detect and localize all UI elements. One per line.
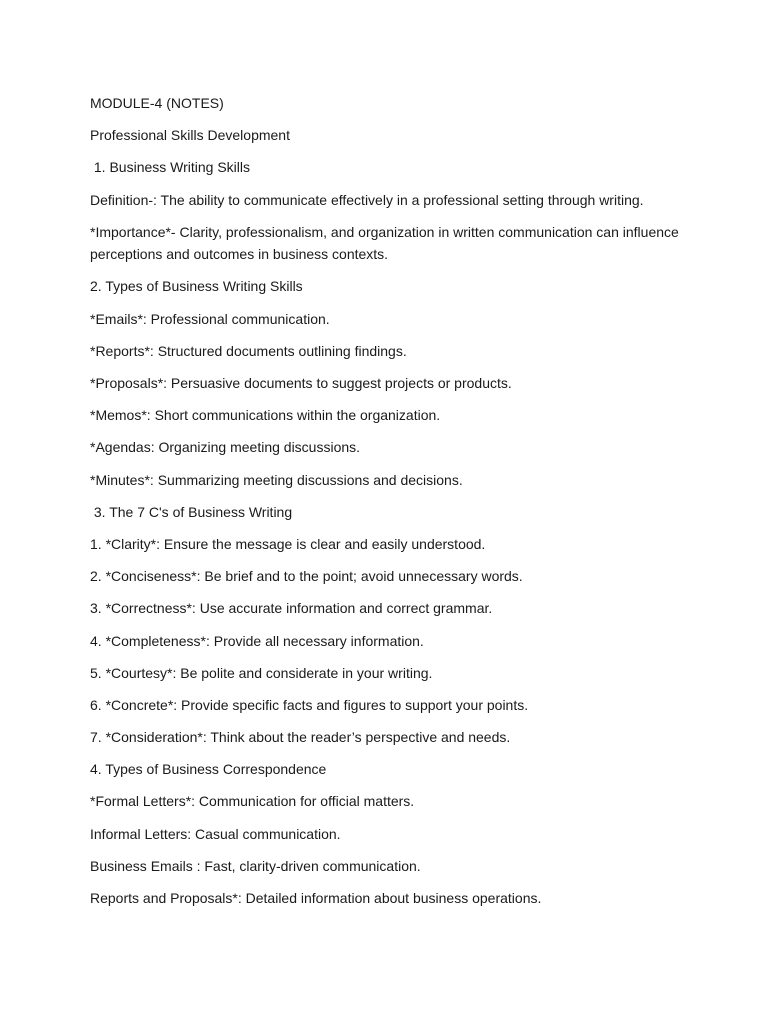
list-item-memos: *Memos*: Short communications within the organization. — [90, 407, 441, 424]
definition-paragraph: Definition-: The ability to communicate effectively in a professional setting through writing. — [90, 191, 644, 208]
list-item-reports-proposals: Reports and Proposals*: Detailed information about business operations. — [90, 890, 542, 906]
document-page — [90, 92, 690, 919]
module-title: MODULE-4 (NOTES) — [90, 95, 224, 111]
section-heading-business-writing-skills: 1. Business Writing Skills — [90, 159, 251, 176]
importance-paragraph: *Importance*- Clarity, professionalism, and organization in written communication can influence perceptions and outcomes in business contexts. — [90, 223, 683, 263]
list-item-minutes: *Minutes*: Summarizing meeting discussions and decisions. — [90, 471, 463, 488]
list-item-concrete: 6. *Concrete*: Provide specific facts and figures to support your points. — [90, 696, 529, 713]
list-item-correctness: 3. *Correctness*: Use accurate information and correct grammar. — [90, 600, 493, 617]
list-item-reports: *Reports*: Structured documents outlining findings. — [90, 342, 407, 359]
subject-title: Professional Skills Development — [90, 127, 290, 144]
list-item-emails: *Emails*: Professional communication. — [90, 310, 330, 327]
list-item-clarity: 1. *Clarity*: Ensure the message is clear and easily understood. — [90, 535, 486, 552]
list-item-conciseness: 2. *Conciseness*: Be brief and to the point; avoid unnecessary words. — [90, 568, 523, 585]
section-heading-7-cs: 3. The 7 C's of Business Writing — [90, 503, 293, 520]
list-item-informal-letters: Informal Letters: Casual communication. — [90, 825, 341, 842]
list-item-courtesy: 5. *Courtesy*: Be polite and considerate in your writing. — [90, 664, 433, 681]
section-heading-types-of-writing: 2. Types of Business Writing Skills — [90, 278, 303, 295]
list-item-completeness: 4. *Completeness*: Provide all necessary information. — [90, 632, 424, 649]
list-item-agendas: *Agendas: Organizing meeting discussions. — [90, 439, 361, 456]
list-item-formal-letters: *Formal Letters*: Communication for official matters. — [90, 793, 415, 810]
section-heading-correspondence: 4. Types of Business Correspondence — [90, 761, 327, 778]
list-item-business-emails: Business Emails : Fast, clarity-driven communication. — [90, 857, 421, 874]
list-item-consideration: 7. *Consideration*: Think about the reader’s perspective and needs. — [90, 729, 511, 746]
list-item-proposals: *Proposals*: Persuasive documents to suggest projects or products. — [90, 375, 512, 391]
